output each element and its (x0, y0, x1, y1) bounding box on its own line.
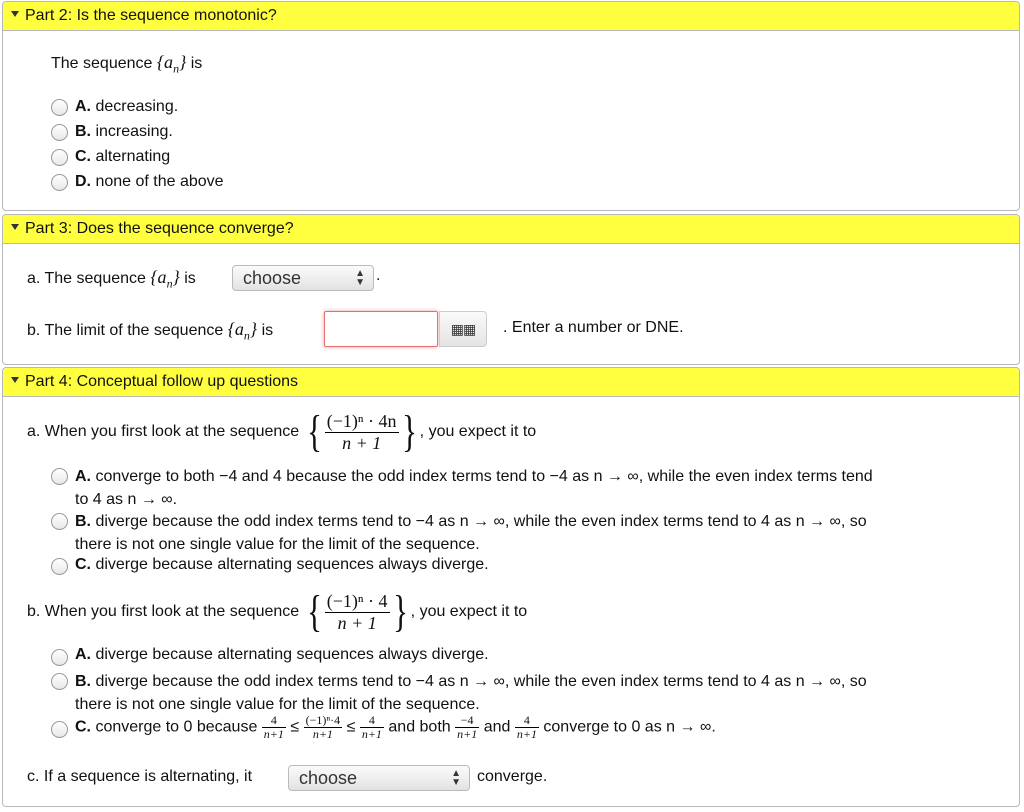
part4-qb-radio-c[interactable] (51, 721, 68, 738)
part4-title: Part 4: Conceptual follow up questions (25, 373, 299, 390)
part2-option-d: D. none of the above (75, 173, 224, 190)
part2-radio-a[interactable] (51, 99, 68, 116)
part3-a-prompt: a. The sequence $\{a_n\}$ is (27, 267, 196, 291)
part4-qa-option-c: C. diverge because alternating sequences always diverge. (75, 556, 489, 573)
select-arrows-icon: ▲ ▼ (355, 268, 365, 288)
triangle-down-icon[interactable] (11, 377, 19, 383)
part2-panel (2, 1, 1020, 211)
part2-option-a: A. decreasing. (75, 98, 179, 115)
part3-b-palette-button[interactable] (439, 311, 487, 347)
part4-panel (2, 367, 1020, 807)
part4-qa-radio-c[interactable] (51, 558, 68, 575)
part3-a-select[interactable]: choose ▲ ▼ (232, 265, 374, 291)
part4-qa-radio-b[interactable] (51, 513, 68, 530)
part2-title: Part 2: Is the sequence monotonic? (25, 7, 277, 24)
part3-b-prompt: b. The limit of the sequence $\{a_n\}$ is (27, 319, 274, 343)
part2-header[interactable] (3, 2, 1019, 31)
part2-radio-d[interactable] (51, 174, 68, 191)
part4-qb-radio-b[interactable] (51, 673, 68, 690)
part4-qb-option-a: A. diverge because alternating sequences always diverge. (75, 646, 489, 663)
select-arrows-icon: ▲ ▼ (451, 768, 461, 788)
part3-panel (2, 214, 1020, 365)
part4-header[interactable] (3, 368, 1019, 397)
part4-qb-option-b: B. diverge because the odd index terms tend to −4 as n → ∞, while the even index terms tend to 4 as n → ∞, so there is not one single value for the limit of the sequence. (75, 673, 867, 713)
triangle-down-icon[interactable] (11, 224, 19, 230)
part2-option-b: B. increasing. (75, 123, 173, 140)
part4-qb-prompt: b. When you first look at the sequence { $\frac{\text{(−1)ⁿ · 4}}{n + 1}$ } , you expect it to (27, 587, 528, 636)
part4-qa-radio-a[interactable] (51, 468, 68, 485)
part2-radio-c[interactable] (51, 149, 68, 166)
part4-qa-prompt: a. When you first look at the sequence { $\frac{\text{(−1)ⁿ · 4n}}{n + 1}$ } , you expect it to (27, 407, 537, 456)
part4-qc-prompt: c. If a sequence is alternating, it (27, 768, 253, 785)
grid-icon: ▦▦ (450, 321, 476, 337)
triangle-down-icon[interactable] (11, 11, 19, 17)
part4-qc-select[interactable]: choose ▲ ▼ (288, 765, 470, 791)
part3-b-input[interactable] (324, 311, 438, 347)
part2-option-c: C. alternating (75, 148, 171, 165)
part4-qb-radio-a[interactable] (51, 649, 68, 666)
part2-prompt: The sequence $\{a_n\}$ is (51, 52, 203, 76)
part3-a-period: . (376, 267, 381, 284)
part3-b-hint: . Enter a number or DNE. (503, 319, 684, 336)
part3-title: Part 3: Does the sequence converge? (25, 220, 294, 237)
part4-qa-option-b: B. diverge because the odd index terms tend to −4 as n → ∞, while the even index terms tend to 4 as n → ∞, so there is not one single value for the limit of the sequence. (75, 513, 867, 553)
part4-qc-suffix: converge. (477, 768, 548, 785)
part4-qb-option-c: C. converge to 0 because $\frac{4}{n+1}$ ≤ $\frac{\text{(−1)ⁿ·4}}{n+1}$ ≤ $\frac{4}{n+1}$ and both $\frac{-4}{n+1}$ and $\frac{4}{n+1}$ converge to 0 as n → ∞. (75, 713, 716, 741)
part3-header[interactable] (3, 215, 1019, 244)
part4-qa-option-a: A. converge to both −4 and 4 because the odd index terms tend to −4 as n → ∞, while the even index terms tend to 4 as n → ∞. (75, 468, 873, 508)
part2-radio-b[interactable] (51, 124, 68, 141)
